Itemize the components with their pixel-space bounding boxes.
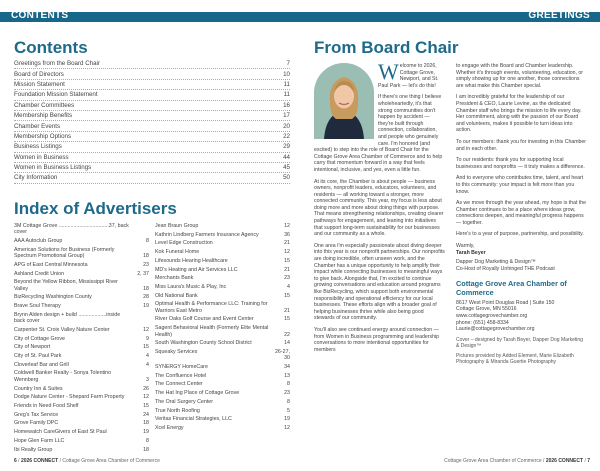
advertiser-entry-label: Country Inn & Suites: [14, 385, 63, 392]
advertiser-entry[interactable]: [155, 408, 290, 414]
advertiser-entry-label: City of St. Paul Park: [14, 353, 62, 360]
index-title: Index of Advertisers: [14, 199, 177, 218]
letter-paragraph: At its core, the Chamber is about people — business owners, nonprofit leaders, educators, volunteers, and residents — all working toward a stronger, more connected community. This year, my focus is less about doing more and more about doing things with purpose. That means strengthening relationships, creating clearer pathways for engagement, and leaning into initiatives that support long-term sustainability for our businesses and our community as a whole.: [314, 178, 444, 238]
advertiser-entry[interactable]: [14, 344, 149, 350]
advertiser-entry[interactable]: [155, 240, 290, 246]
advertiser-entry[interactable]: [155, 284, 290, 290]
toc-entry-label: Membership Options: [14, 132, 72, 140]
advertiser-entry[interactable]: [155, 301, 290, 314]
advertiser-entry-page: 4: [146, 353, 149, 360]
footer-left: 6 / 2026 CONNECT / Cottage Grove Area Chamber of Commerce: [14, 458, 160, 464]
advertiser-entry-page: 18: [143, 253, 149, 260]
advertiser-entry-page: 23: [143, 261, 149, 268]
advertiser-entry-page: 21: [284, 240, 290, 247]
advertiser-entry-label: SYNERGY HomeCare: [155, 364, 208, 371]
advertiser-entry-label: Ibi Realty Group: [14, 446, 53, 453]
board-letter-column-1: [314, 59, 445, 366]
advertiser-entry-label: Brynn Alden design + build ...................inside back cover: [14, 311, 121, 325]
letter-paragraph: One area I'm especially passionate about diving deeper into this year is our nonprofit partnerships. Our nonprofits are doing incredible, often unseen work, and the Chamber has a unique opportunity to help amplify their impact while connecting businesses to meaningful ways to give back. Alongside that, I'm excited to continue growing conversations and education around programs like BizRecycling, which support both environmental responsibility and operational efficiency for our local businesses. These efforts align with a broader goal of helping businesses thrive while also being good stewards of our community.: [314, 242, 445, 322]
header-left-title: CONTENTS: [11, 10, 69, 21]
advertiser-entry[interactable]: [14, 327, 149, 333]
advertiser-entry-page: 8: [146, 437, 149, 444]
advertiser-entry-page: 12: [284, 424, 290, 431]
closing: Warmly,: [456, 243, 475, 250]
advertiser-entry[interactable]: [14, 386, 149, 392]
advertiser-entry-page: 19: [143, 429, 149, 436]
toc-entry-label: Business Listings: [14, 143, 62, 151]
advertiser-entry[interactable]: [155, 364, 290, 370]
toc-entry[interactable]: [14, 163, 290, 173]
index-column-1: [14, 223, 149, 455]
advertiser-entry-label: River Oaks Golf Course and Event Center: [155, 316, 254, 323]
advertiser-entry[interactable]: [155, 249, 290, 255]
signer-name: Tarah Beyer: [456, 249, 486, 256]
advertiser-entry-label: American Solutions for Business (Formerly Spectrum Promotional Group): [14, 246, 115, 260]
advertiser-entry-label: Friends in Need Food Shelf: [14, 402, 79, 409]
advertiser-entry[interactable]: [155, 390, 290, 396]
advertiser-entry-label: The Confluence Hotel: [155, 372, 207, 379]
toc-entry[interactable]: [14, 153, 290, 163]
contents-list: [14, 59, 290, 184]
advertiser-entry-page: 19: [284, 416, 290, 423]
advertiser-entry[interactable]: [155, 275, 290, 281]
toc-entry[interactable]: [14, 121, 290, 131]
advertiser-entry-label: Dodge Nature Center - Shepard Farm Property: [14, 394, 125, 401]
advertiser-entry-label: Ashland Credit Union: [14, 270, 65, 277]
header-right-title: GREETINGS: [528, 10, 590, 21]
chamber-contact-box: [456, 280, 587, 365]
footer-right-org: Cottage Grove Area Chamber of Commerce: [444, 458, 542, 464]
advertiser-entry-label: Squeaky Services: [155, 348, 198, 355]
advertiser-entry-label: Merchants Bank: [155, 275, 194, 282]
toc-entry-label: Mission Statement: [14, 80, 65, 88]
advertiser-entry-page: 18: [143, 285, 149, 292]
advertiser-entry-label: BizRecycling Washington County: [14, 294, 92, 301]
advertiser-entry-page: 15: [143, 402, 149, 409]
contents-section: [14, 38, 290, 184]
toc-entry-label: City Information: [14, 174, 58, 182]
advertiser-entry-label: Hope Glen Farm LLC: [14, 437, 65, 444]
footer-right-page: 7: [587, 458, 590, 464]
toc-entry[interactable]: [14, 69, 290, 79]
toc-entry-page: 45: [283, 164, 290, 172]
advertiser-entry-page: 12: [284, 223, 290, 229]
toc-entry-label: Greetings from the Board Chair: [14, 60, 100, 68]
cover-credit: Cover – designed by Tarah Beyer, Dapper Dog Marketing & Design™: [456, 336, 583, 350]
toc-entry-page: 11: [283, 91, 290, 99]
advertiser-entry-page: 26-27, 30: [274, 348, 290, 362]
advertiser-entry[interactable]: [155, 381, 290, 387]
toc-entry-page: 17: [283, 112, 290, 120]
advertiser-entry[interactable]: [155, 293, 290, 299]
advertiser-entry-label: Sagent Behavioral Health (Formerly Elite Mental Health): [155, 325, 269, 338]
advertiser-entry-label: Homewatch CareGivers of East St Paul: [14, 429, 107, 436]
advertiser-entry-label: The Hat Ing Place of Cottage Grove: [155, 390, 240, 397]
advertiser-entry-page: 28: [143, 294, 149, 301]
advertiser-entry-page: 4: [146, 361, 149, 368]
advertiser-entry-page: 21: [284, 307, 290, 314]
advertiser-entry-label: Coldwell Banker Realty - Sonya Tolentino Wennberg: [14, 370, 112, 383]
advertiser-entry-label: Old National Bank: [155, 292, 198, 299]
board-title: From Board Chair: [314, 38, 459, 57]
advertiser-entry[interactable]: [14, 370, 149, 383]
advertiser-entry-page: 23: [284, 390, 290, 397]
letter-paragraph: Here's to a year of purpose, partnership, and possibility.: [456, 231, 584, 238]
index-column-2: [155, 223, 290, 455]
advertiser-entry-page: 18: [143, 420, 149, 427]
advertiser-entry-label: Lifesounds Hearing Healthcare: [155, 257, 228, 264]
toc-entry-page: 10: [283, 70, 290, 78]
advertiser-entry-label: Kok Funeral Home: [155, 249, 200, 256]
advertiser-entry-page: 3: [146, 376, 149, 383]
advertiser-entry[interactable]: [14, 447, 149, 453]
advertiser-entry[interactable]: [155, 232, 290, 238]
email-link[interactable]: Laurie@cottagegrovechamber.org: [456, 326, 535, 333]
advertiser-entry-label: Beyond the Yellow Ribbon, Mississippi River Valley: [14, 279, 118, 292]
letter-paragraph: And to everyone who contributes time, talent, and heart to this community: your impact is felt more than you know.: [456, 175, 584, 195]
letter-paragraph: To our residents: thank you for supporting local businesses and nonprofits — it truly makes a difference.: [456, 157, 585, 170]
toc-entry[interactable]: [14, 80, 290, 90]
footer-left-pub: 2026 CONNECT: [20, 458, 59, 464]
advertiser-entry[interactable]: [155, 425, 290, 431]
footer-left-page: 6: [14, 458, 17, 464]
advertiser-entry-label: Xcel Energy: [155, 424, 184, 431]
toc-entry-label: Board of Directors: [14, 70, 64, 78]
signer-title: Dapper Dog Marketing & Design™: [456, 259, 536, 266]
advertiser-entry-label: Optimal Health & Performance LLC: Training for Warriors East Metro: [155, 301, 268, 314]
advertiser-entry-page: 9: [146, 335, 149, 342]
toc-entry-page: 50: [283, 174, 290, 182]
advertiser-entry-label: City of Cottage Grove: [14, 335, 65, 342]
advertiser-entry-label: Jean Braun Group: [155, 223, 199, 229]
advertiser-entry-label: Greg's Tax Service: [14, 411, 59, 418]
toc-entry[interactable]: [14, 173, 290, 183]
toc-entry[interactable]: [14, 90, 290, 100]
advertiser-entry[interactable]: [14, 412, 149, 418]
dropcap-letter: W: [378, 59, 399, 84]
advertiser-entry[interactable]: [14, 294, 149, 300]
toc-entry-label: Women in Business: [14, 153, 69, 161]
advertiser-entry-page: 34: [284, 364, 290, 371]
advertiser-entry-label: AAA Autoclub Group: [14, 238, 63, 245]
footer-left-org: Cottage Grove Area Chamber of Commerce: [62, 458, 160, 464]
advertiser-entry[interactable]: [14, 438, 149, 444]
toc-entry-page: 11: [283, 80, 290, 88]
header-band: [0, 12, 600, 22]
advertiser-entry-page: 24: [143, 411, 149, 418]
toc-entry-page: 7: [286, 60, 290, 68]
advertiser-entry-page: 19: [143, 303, 149, 310]
advertiser-entry-page: 22: [284, 331, 290, 338]
advertiser-entry[interactable]: [14, 271, 149, 277]
footer-right: Cottage Grove Area Chamber of Commerce / 2026 CONNECT / 7: [444, 458, 590, 464]
advertiser-entry-page: 15: [284, 292, 290, 299]
advertiser-entry-page: 8: [287, 398, 290, 405]
advertiser-entry-page: 14: [284, 340, 290, 347]
advertiser-entry-label: Carpenter St. Croix Valley Nature Center: [14, 326, 110, 333]
board-chair-section: [314, 38, 600, 366]
advertiser-entry-label: APG of East Central Minnesota: [14, 261, 88, 268]
chamber-contact-title: Cottage Grove Area Chamber of Commerce: [456, 279, 567, 297]
advertiser-entry-label: The Connect Center: [155, 381, 203, 388]
advertiser-entry[interactable]: [155, 223, 290, 229]
toc-entry-label: Membership Benefits: [14, 112, 73, 120]
advertiser-entry-page: 23: [284, 275, 290, 282]
advertiser-entry[interactable]: [155, 349, 290, 362]
letter-paragraph: You'll also see continued energy around connection — from Women in Business programming and leadership conversations to more intentional opportunities for members: [314, 326, 440, 353]
advertiser-entry[interactable]: [155, 325, 290, 338]
advertiser-entry[interactable]: [14, 420, 149, 426]
advertiser-entry-page: 15: [143, 344, 149, 351]
advertiser-entry[interactable]: [14, 429, 149, 435]
advertiser-entry-page: 12: [143, 394, 149, 401]
advertiser-entry-page: 15: [284, 257, 290, 264]
advertiser-entry-label: South Washington County School District: [155, 340, 252, 347]
advertiser-entry-page: 18: [143, 446, 149, 453]
board-chair-photo: [314, 63, 374, 139]
advertiser-entry[interactable]: [14, 279, 149, 292]
index-section: [14, 199, 290, 455]
website-link[interactable]: www.cottagegrovechamber.org: [456, 313, 528, 320]
advertiser-entry[interactable]: [155, 258, 290, 264]
advertiser-entry-page: 13: [284, 372, 290, 379]
contents-title: Contents: [14, 38, 88, 57]
advertiser-entry-page: 4: [287, 283, 290, 290]
advertiser-entry-label: The Oral Surgery Center: [155, 398, 213, 405]
advertiser-entry-label: Brave Soul Therapy: [14, 303, 61, 310]
toc-entry-label: Chamber Committees: [14, 101, 75, 109]
advertiser-entry-page: 21: [284, 266, 290, 273]
advertiser-entry-page: 26: [143, 385, 149, 392]
advertiser-entry-page: 15: [284, 316, 290, 323]
advertiser-entry[interactable]: [14, 238, 149, 244]
advertiser-entry[interactable]: [155, 399, 290, 405]
address-line-1: 8617 West Point Douglas Road | Suite 150: [456, 299, 555, 306]
letter-paragraph: If there's one thing I believe wholeheartedly, it's that strong communities don't happen by accident — they're built through connection, collaboration, and people who genuinely care. I'm honored (and excited) to step into the role of Board Chair for the Cottage Grove Area Chamber of Commerce and to help carry that momentum forward in a way that feels intentional, inclusive, and yes, even a little fun.: [314, 94, 443, 173]
advertiser-entry-label: City of Newport: [14, 344, 51, 351]
advertiser-entry-label: Grove Family DPC: [14, 420, 59, 427]
advertiser-entry-page: 12: [143, 326, 149, 333]
advertiser-entry-label: MD's Heating and Air Services LLC: [155, 266, 238, 273]
photo-credit: Pictures provided by Added Element, Marie Elizabeth Photography & Miranda Guertie Photography: [456, 353, 574, 366]
letter-paragraph: to engage with the Board and Chamber leadership. Whether it's through events, volunteering, education, or simply showing up for one another, those connections are what make this Chamber special.: [456, 63, 584, 89]
toc-entry-label: Women in Business Listings: [14, 164, 92, 172]
advertiser-entry[interactable]: [155, 267, 290, 273]
advertiser-entry-label: Level Edge Construction: [155, 240, 213, 247]
letter-paragraph: As we move through the year ahead, my hope is that the Chamber continues to be a place where ideas grow, connections deepen, and meaningful progress happens — together.: [456, 200, 587, 226]
advertiser-entry[interactable]: [14, 247, 149, 260]
advertiser-entry[interactable]: [14, 262, 149, 268]
advertiser-entry-label: Veritas Financial Strategies, LLC: [155, 416, 232, 423]
toc-entry[interactable]: [14, 111, 290, 121]
letter-paragraph: To our members: thank you for investing in this Chamber and in each other.: [456, 138, 587, 152]
advertiser-entry[interactable]: [14, 394, 149, 400]
phone-number: phone: (651) 458-8334: [456, 319, 509, 326]
advertiser-entry[interactable]: [14, 353, 149, 359]
advertiser-entry[interactable]: [155, 416, 290, 422]
advertiser-entry[interactable]: [155, 340, 290, 346]
advertiser-entry[interactable]: [14, 312, 149, 325]
header-bar: [0, 12, 600, 22]
toc-entry-page: 44: [283, 153, 290, 161]
toc-entry-page: 29: [283, 143, 290, 151]
advertiser-entry-page: 8: [287, 381, 290, 388]
toc-entry-label: Foundation Mission Statement: [14, 91, 98, 99]
toc-entry[interactable]: [14, 59, 290, 69]
toc-entry-page: 16: [283, 101, 290, 109]
toc-entry-page: 20: [283, 122, 290, 130]
advertiser-entry[interactable]: [14, 362, 149, 368]
advertiser-entry[interactable]: [14, 223, 149, 236]
footer-right-pub: 2026 CONNECT: [545, 458, 584, 464]
advertiser-entry[interactable]: [155, 373, 290, 379]
board-letter-column-2: [456, 63, 587, 366]
advertiser-entry-page: 5: [287, 407, 290, 414]
advertiser-entry-page: 12: [284, 249, 290, 256]
toc-entry[interactable]: [14, 142, 290, 152]
signature-block: [456, 243, 587, 272]
advertiser-entry-page: 2, 37: [137, 270, 149, 277]
advertiser-entry-page: 36: [284, 231, 290, 238]
toc-entry[interactable]: [14, 132, 290, 142]
toc-entry-label: Chamber Events: [14, 122, 61, 130]
advertiser-entry[interactable]: [14, 303, 149, 309]
letter-intro: elcome to 2026, Cottage Grove, Newport, and St. Paul Park — let's do this!: [378, 63, 439, 89]
advertiser-entry[interactable]: [14, 403, 149, 409]
advertiser-entry-page: 8: [146, 238, 149, 245]
advertiser-entry[interactable]: [14, 336, 149, 342]
advertiser-entry-label: Cloverleaf Bar and Grill: [14, 361, 69, 368]
address-line-2: Cottage Grove, MN 55016: [456, 306, 517, 313]
advertiser-entry[interactable]: [155, 316, 290, 322]
toc-entry[interactable]: [14, 101, 290, 111]
signer-title-2: Co-Host of Royally Unhinged THE Podcast: [456, 265, 555, 272]
toc-entry-page: 22: [283, 132, 290, 140]
letter-paragraph: I am incredibly grateful for the leadership of our President & CEO, Laurie Levine, as the dedicated Chamber staff who brings the mission to life every day. Her commitment, along with the passion of our Board and volunteers, makes it possible to turn ideas into action.: [456, 94, 582, 134]
advertiser-entry-label: True North Roofing: [155, 407, 200, 414]
advertiser-entry-label: Miss Laura's Music & Play, Inc: [155, 283, 227, 290]
advertiser-entry-label: Kathrin Lindberg Farmers Insurance Agency: [155, 231, 259, 238]
advertiser-entry-label: 3M Cottage Grove ..................................37, back cover: [14, 223, 129, 236]
